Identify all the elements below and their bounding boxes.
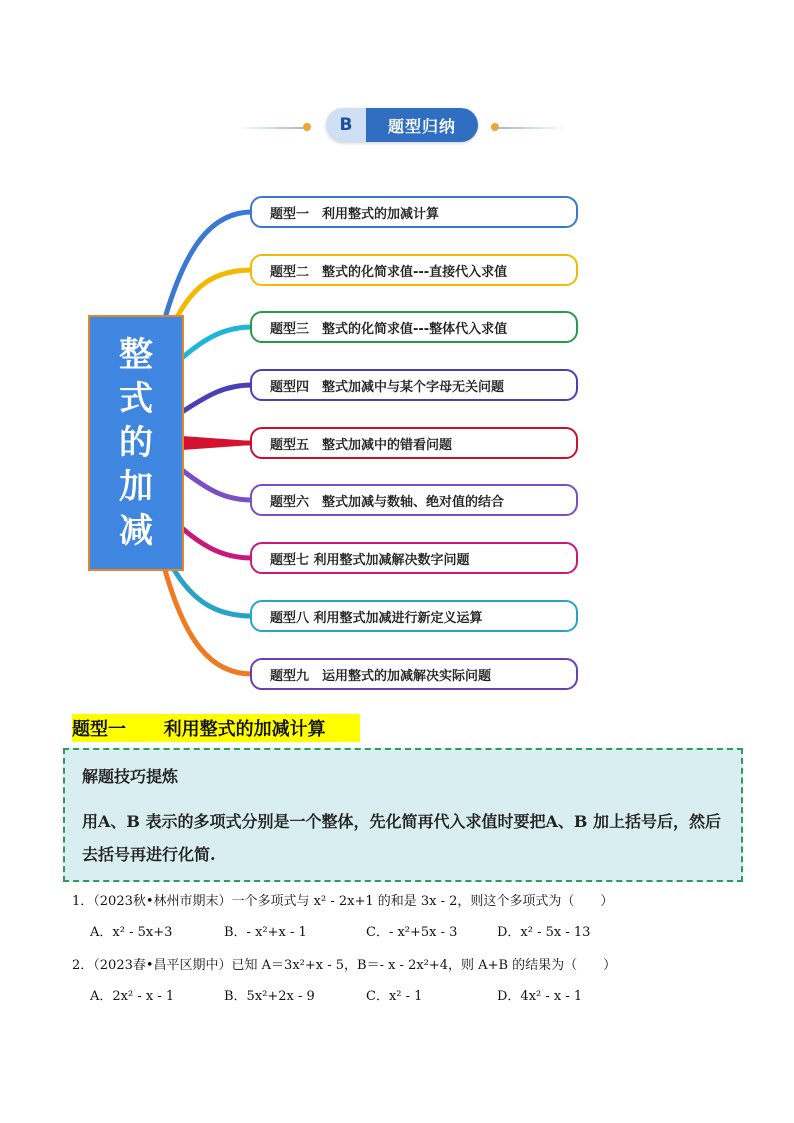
question-2-option-c[interactable]: C．x² - 1 — [366, 989, 423, 1004]
center-char: 的 — [119, 423, 153, 463]
branch-2[interactable]: 题型二 整式的化简求值---直接代入求值 — [250, 254, 578, 286]
connector-2 — [173, 270, 252, 325]
question-2-option-d[interactable]: D．4x² - x - 1 — [497, 989, 583, 1004]
center-char: 减 — [119, 511, 153, 551]
mindmap-center — [88, 315, 184, 571]
center-char: 加 — [119, 467, 153, 507]
branch-6[interactable]: 题型六 整式加减与数轴、绝对值的结合 — [250, 484, 578, 516]
tip-title: 解题技巧提炼 — [82, 767, 179, 786]
question-1-option-b[interactable]: B．- x²+x - 1 — [224, 925, 307, 940]
section-heading — [72, 714, 360, 742]
section-letter: B — [326, 108, 366, 142]
connector-1 — [165, 212, 252, 318]
question-2-stem: 2．（2023春•昌平区期中）已知 A＝3x²+x - 5，B＝- x - 2x²+4，则 A+B 的结果为（ ） — [72, 958, 617, 973]
connector-4 — [182, 385, 252, 412]
branch-5[interactable]: 题型五 整式加减中的错看问题 — [250, 427, 578, 459]
branch-8[interactable]: 题型八 利用整式加减进行新定义运算 — [250, 600, 578, 632]
heading-gap — [126, 718, 164, 739]
connector-6 — [182, 470, 252, 500]
tip-box — [63, 748, 743, 882]
question-2-option-b[interactable]: B．5x²+2x - 9 — [224, 989, 315, 1004]
branch-7[interactable]: 题型七 利用整式加减解决数字问题 — [250, 542, 578, 574]
question-1-option-c[interactable]: C．- x²+5x - 3 — [366, 925, 458, 940]
connector-9 — [165, 570, 252, 674]
question-1-option-d[interactable]: D．x² - 5x - 13 — [497, 925, 591, 940]
connector-7 — [182, 528, 252, 558]
question-1-option-a[interactable]: A．x² - 5x+3 — [90, 925, 173, 940]
center-char: 式 — [119, 379, 153, 419]
tip-text: 用A、B 表示的多项式分别是一个整体，先化简再代入求值时要把A、B 加上括号后，然后去括号再进行化简. — [82, 812, 722, 864]
question-1-stem: 1．（2023秋•林州市期末）一个多项式与 x² - 2x+1 的和是 3x - 2，则这个多项式为（ ） — [72, 894, 614, 909]
heading-title: 利用整式的加减计算 — [163, 719, 326, 740]
branch-9[interactable]: 题型九 运用整式的加减解决实际问题 — [250, 658, 578, 690]
section-title: 题型归纳 — [366, 108, 478, 142]
connector-5-wedge — [182, 436, 252, 450]
heading-prefix: 题型一 — [72, 719, 126, 740]
center-char: 整 — [119, 335, 153, 375]
branch-3[interactable]: 题型三 整式的化简求值---整体代入求值 — [250, 311, 578, 343]
connector-3 — [182, 327, 252, 358]
question-2-option-a[interactable]: A．2x² - x - 1 — [90, 989, 175, 1004]
branch-1[interactable]: 题型一 利用整式的加减计算 — [250, 196, 578, 228]
connector-8 — [173, 568, 252, 616]
branch-4[interactable]: 题型四 整式加减中与某个字母无关问题 — [250, 369, 578, 401]
